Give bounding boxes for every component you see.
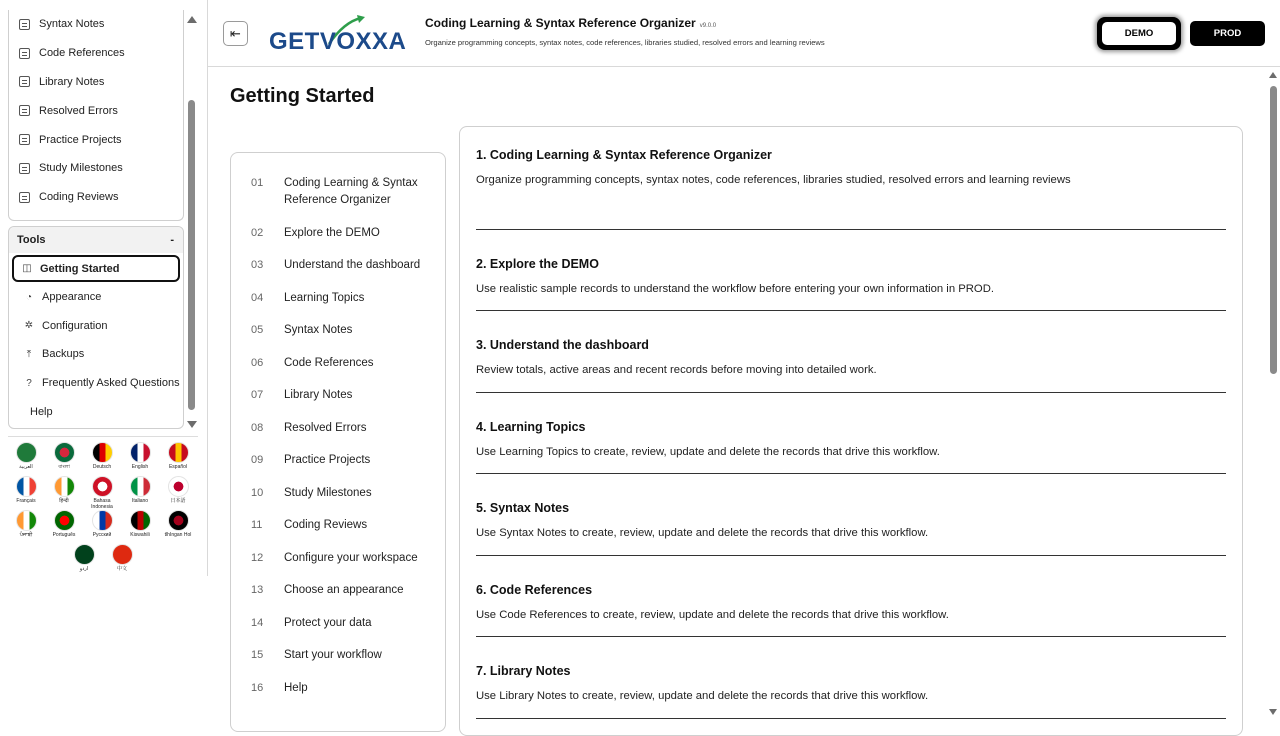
language-label: اردو	[79, 566, 89, 572]
step-link[interactable]	[231, 647, 445, 664]
flag-icon	[130, 442, 151, 463]
language-option[interactable]	[160, 476, 196, 504]
step-link[interactable]	[231, 257, 445, 274]
sidebar-item-label: Study Milestones	[39, 162, 123, 175]
language-option[interactable]	[46, 442, 82, 470]
step-number: 03	[251, 259, 264, 271]
section-body: Review totals, active areas and recent records before moving into detailed work.	[476, 364, 877, 376]
language-label: Português	[52, 532, 76, 538]
language-option[interactable]	[84, 442, 120, 470]
sidebar-item[interactable]	[9, 39, 183, 68]
sidebar-item[interactable]	[9, 183, 183, 212]
tools-item[interactable]	[12, 369, 180, 398]
tools-item[interactable]	[12, 255, 180, 282]
sidebar	[0, 0, 208, 576]
tools-header[interactable]	[9, 227, 183, 253]
step-number: 15	[251, 649, 264, 661]
section-title: 7. Library Notes	[476, 664, 571, 678]
step-number: 11	[251, 519, 263, 531]
flag-icon	[168, 510, 189, 531]
step-number: 04	[251, 291, 264, 304]
step-number: 09	[251, 454, 264, 466]
step-label: Code References	[284, 356, 374, 369]
step-label: Help	[284, 681, 308, 694]
upload-icon: ⤒	[26, 348, 32, 360]
scroll-up-arrow-icon[interactable]	[1269, 72, 1277, 78]
tools-panel	[8, 226, 184, 429]
flag-icon	[130, 510, 151, 531]
step-link[interactable]	[231, 550, 445, 567]
app-title-text: Coding Learning & Syntax Reference Organizer	[425, 16, 696, 30]
language-label: Bahasa Indonesia	[91, 498, 113, 510]
language-label: العربية	[19, 464, 33, 470]
language-option[interactable]	[46, 476, 82, 504]
step-link[interactable]	[231, 225, 445, 242]
flag-icon	[92, 442, 113, 463]
step-label: Explore the DEMO	[284, 226, 380, 239]
language-label: 日本語	[170, 498, 186, 504]
tools-item-label: Frequently Asked Questions	[42, 377, 180, 390]
sidebar-item[interactable]	[9, 125, 183, 154]
help-circle-icon: ?	[26, 377, 32, 389]
language-label: Français	[16, 498, 36, 504]
step-number: 02	[251, 226, 264, 239]
step-label: Study Milestones	[284, 486, 372, 499]
tools-item-label: Configuration	[42, 319, 108, 332]
step-link[interactable]	[231, 290, 445, 307]
list-icon	[19, 48, 30, 59]
step-number: 01	[251, 177, 264, 189]
scroll-down-arrow-icon[interactable]	[1269, 709, 1277, 715]
step-link[interactable]	[231, 355, 445, 372]
step-link[interactable]	[231, 582, 445, 599]
section-title: 3. Understand the dashboard	[476, 338, 649, 352]
step-link[interactable]	[231, 452, 445, 469]
language-label: Kiswahili	[130, 532, 150, 538]
flag-icon	[54, 442, 75, 463]
content-section	[476, 556, 1226, 638]
list-icon	[19, 76, 30, 87]
sidebar-item[interactable]	[9, 10, 183, 39]
step-label: Resolved Errors	[284, 421, 367, 434]
collapse-icon[interactable]: -	[170, 234, 174, 246]
flag-icon	[112, 544, 133, 565]
language-option[interactable]	[8, 476, 44, 504]
main-scrollbar[interactable]	[1267, 68, 1280, 719]
scroll-thumb[interactable]	[188, 100, 195, 410]
section-body: Use Library Notes to create, review, update and delete the records that drive this workflow.	[476, 690, 929, 702]
list-icon	[19, 163, 30, 174]
scroll-up-arrow-icon[interactable]	[187, 16, 197, 23]
palette-icon: ◔	[25, 291, 33, 303]
sidebar-item-label: Practice Projects	[39, 133, 122, 146]
flag-icon	[130, 476, 151, 497]
sidebar-item-label: Resolved Errors	[39, 104, 118, 117]
language-label: Deutsch	[92, 464, 112, 470]
tools-item-label: Help	[30, 405, 53, 418]
demo-button[interactable]	[1097, 17, 1181, 50]
language-label: हिन्दी	[59, 498, 69, 504]
language-label: Русский	[92, 532, 112, 538]
app-version: v9.0.0	[699, 23, 717, 29]
flag-icon	[168, 442, 189, 463]
flag-icon	[168, 476, 189, 497]
language-option[interactable]	[8, 510, 44, 538]
step-label: Practice Projects	[284, 454, 371, 466]
list-icon	[19, 134, 30, 145]
language-option[interactable]	[84, 476, 120, 510]
step-link[interactable]	[231, 517, 445, 534]
page-title: Getting Started	[230, 85, 375, 107]
content-section	[476, 230, 1226, 312]
sidebar-item-label: Coding Reviews	[39, 191, 119, 204]
sidebar-item-label: Library Notes	[39, 75, 105, 88]
language-option[interactable]	[160, 510, 196, 538]
step-link[interactable]	[231, 615, 445, 632]
step-label: Understand the dashboard	[284, 259, 421, 271]
tools-heading: Tools	[17, 234, 46, 246]
tools-item-label: Backups	[42, 348, 85, 361]
section-body: Organize programming concepts, syntax notes, code references, libraries studied, resolved errors and learning reviews	[476, 174, 1071, 186]
flag-icon	[16, 442, 37, 463]
language-label: Italiano	[131, 498, 149, 504]
language-label: বাংলা	[58, 464, 70, 470]
language-option[interactable]	[66, 544, 102, 572]
step-label: Library Notes	[284, 389, 353, 401]
step-label: Syntax Notes	[284, 324, 353, 336]
content-panel	[459, 126, 1243, 736]
sidebar-item-label: Syntax Notes	[39, 18, 105, 31]
list-icon	[19, 105, 30, 116]
step-number: 07	[251, 389, 264, 401]
content-section	[476, 148, 1226, 230]
language-label: 中文	[116, 566, 127, 572]
sidebar-nav	[8, 10, 184, 221]
step-number: 13	[251, 584, 264, 596]
language-option[interactable]	[122, 510, 158, 538]
language-option[interactable]	[122, 476, 158, 504]
language-option[interactable]	[104, 544, 140, 572]
step-link[interactable]	[231, 680, 445, 697]
step-link[interactable]	[231, 485, 445, 502]
tools-item[interactable]	[12, 283, 180, 312]
scroll-down-arrow-icon[interactable]	[187, 421, 197, 428]
step-label: Choose an appearance	[284, 584, 404, 596]
step-link[interactable]	[231, 322, 445, 339]
step-link[interactable]	[231, 420, 445, 437]
tools-item[interactable]	[12, 312, 180, 341]
demo-button-label: DEMO	[1102, 22, 1176, 45]
language-label: English	[131, 464, 149, 470]
step-number: 05	[251, 324, 264, 336]
section-title: 6. Code References	[476, 582, 593, 597]
sidebar-item[interactable]	[9, 68, 183, 97]
section-title: 1. Coding Learning & Syntax Reference Organizer	[476, 148, 772, 162]
section-body: Use Learning Topics to create, review, update and delete the records that drive this workflow.	[476, 445, 940, 458]
step-label: Coding Learning & Syntax Reference Organizer	[284, 177, 418, 206]
step-label: Coding Reviews	[284, 519, 368, 531]
tools-item[interactable]	[12, 340, 180, 369]
section-title: 5. Syntax Notes	[476, 501, 570, 515]
step-number: 14	[251, 616, 264, 629]
sidebar-scrollbar[interactable]	[186, 14, 198, 430]
steps-toc	[230, 152, 446, 732]
tools-item[interactable]	[12, 397, 180, 426]
section-body: Use realistic sample records to understand the workflow before entering your own information in PROD.	[476, 282, 995, 295]
list-icon	[19, 19, 30, 30]
language-option[interactable]	[84, 510, 120, 538]
list-icon	[19, 192, 30, 203]
content-section	[476, 393, 1226, 475]
language-option[interactable]	[46, 510, 82, 538]
flag-icon	[54, 476, 75, 497]
app-title	[425, 16, 716, 30]
flag-icon	[92, 510, 113, 531]
flag-icon	[16, 510, 37, 531]
section-title: 4. Learning Topics	[476, 419, 586, 434]
tools-item-label: Getting Started	[40, 262, 120, 275]
language-option[interactable]	[122, 442, 158, 470]
step-number: 12	[251, 551, 264, 564]
sidebar-item[interactable]	[9, 154, 183, 183]
tools-item-label: Appearance	[42, 291, 102, 304]
flag-icon	[54, 510, 75, 531]
getting-started-icon: ◫	[22, 263, 32, 274]
step-number: 08	[251, 421, 264, 434]
language-option[interactable]	[160, 442, 196, 470]
language-option[interactable]	[8, 442, 44, 470]
language-label: ਪੰਜਾਬੀ	[19, 532, 33, 538]
gear-icon: ✲	[24, 320, 34, 332]
section-body: Use Code References to create, review, update and delete the records that drive this workflow.	[476, 608, 949, 621]
content-section	[476, 474, 1226, 556]
step-label: Start your workflow	[284, 649, 382, 661]
section-title: 2. Explore the DEMO	[476, 256, 599, 271]
flag-icon	[74, 544, 95, 565]
sidebar-toggle-button[interactable]	[223, 21, 248, 46]
step-number: 16	[251, 681, 264, 694]
content-section	[476, 637, 1226, 719]
step-link[interactable]	[231, 387, 445, 404]
step-label: Configure your workspace	[284, 551, 418, 564]
sidebar-item[interactable]	[9, 96, 183, 125]
app-subtitle: Organize programming concepts, syntax notes, code references, libraries studied, resolved errors and learning reviews	[425, 38, 825, 47]
step-number: 06	[251, 356, 264, 369]
flag-icon	[92, 476, 113, 497]
flag-icon	[16, 476, 37, 497]
language-label: Español	[168, 464, 188, 470]
language-label: tlhIngan Hol	[164, 532, 192, 538]
step-label: Protect your data	[284, 616, 372, 629]
step-label: Learning Topics	[284, 291, 365, 304]
logo-text: GETVOXXA	[269, 28, 407, 55]
step-number: 10	[251, 486, 264, 499]
section-body: Use Syntax Notes to create, review, update and delete the records that drive this workflow.	[476, 527, 929, 539]
app-header	[208, 0, 1280, 67]
prod-button[interactable]: PROD	[1190, 21, 1265, 46]
step-link[interactable]	[231, 175, 445, 209]
content-section	[476, 311, 1226, 393]
sidebar-item-label: Code References	[39, 47, 125, 60]
divider	[8, 436, 198, 437]
scroll-thumb[interactable]	[1270, 86, 1277, 374]
collapse-sidebar-icon: ⇤	[230, 25, 241, 41]
